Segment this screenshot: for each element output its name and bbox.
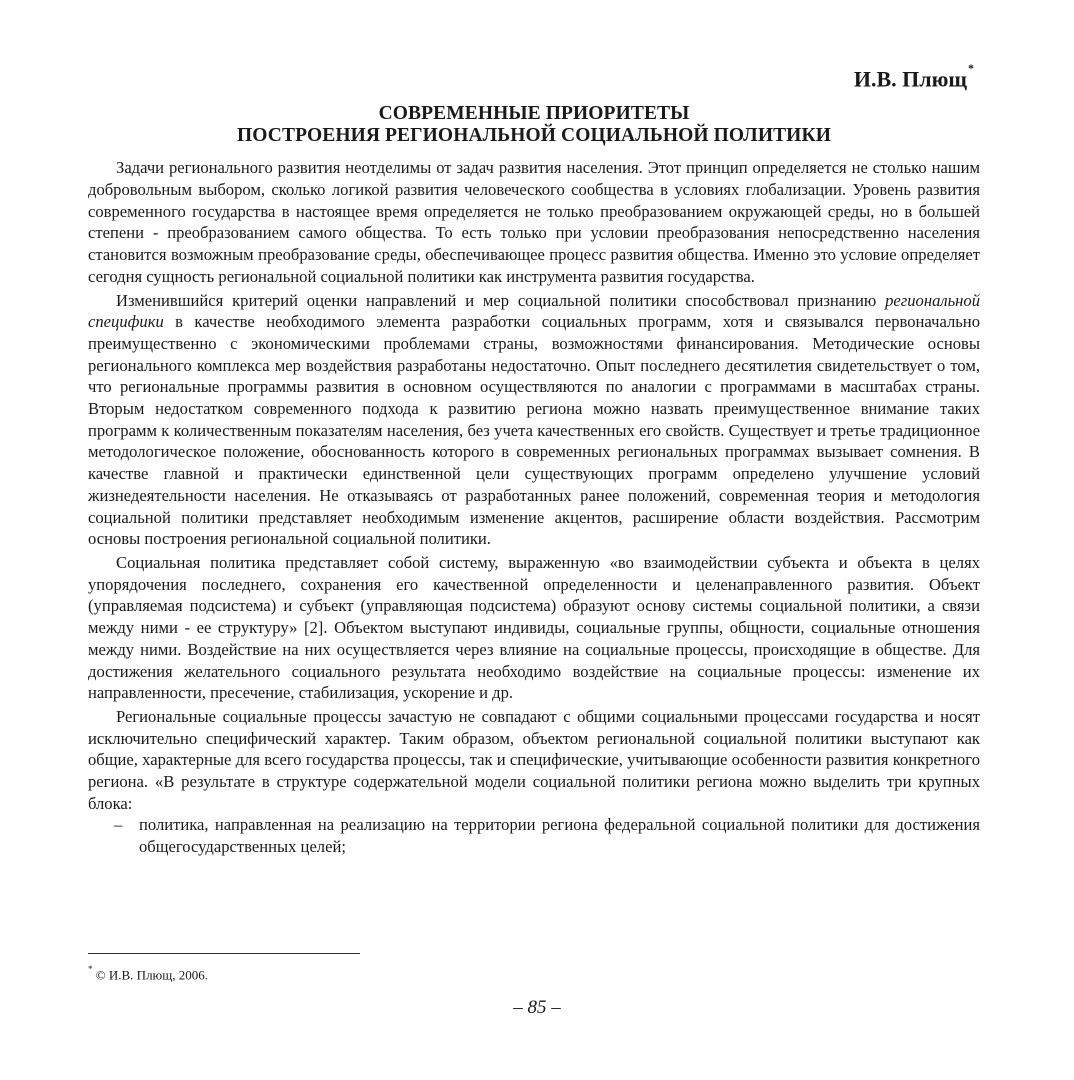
block-list (88, 814, 980, 857)
footnote-text: © И.В. Плющ, 2006. (95, 967, 209, 983)
author-footnote-mark: * (968, 61, 974, 75)
title-line-1: СОВРЕМЕННЫЕ ПРИОРИТЕТЫ (378, 103, 690, 125)
author-line (88, 60, 980, 93)
list-item (88, 814, 980, 857)
page-content (88, 60, 980, 858)
list-item-text: политика, направленная на реализацию на территории региона федеральной социальной политики для достижения общегосударственных целей; (139, 815, 980, 857)
page-number: – 85 – (513, 997, 561, 1018)
author-name: И.В. Плющ (853, 66, 967, 92)
paragraph-2-emphasis: региональной специфики (88, 290, 980, 332)
paragraph-2 (88, 290, 980, 550)
footnote (88, 963, 208, 983)
footnote-divider (88, 953, 360, 954)
paragraph-2-start: Изменившийся критерий оценки направлений и мер социальной политики способствовал признанию (116, 290, 886, 310)
paragraph-2-rest: в качестве необходимого элемента разработки социальных программ, хотя и связывался первоначально преимущественно с экономическими проблемами страны, возможностями финансирования. Методические основы регионального комплекса мер воздействия разработаны недостаточно. Опыт последнего десятилетия свидетельствует о том, что региональные программы развития в основном осуществляются по аналогии с программами в масштабах страны. Вторым недостатком современного подхода к развитию региона можно назвать преимущественное внимание таких программ к количественным показателям населения, без учета качественных его свойств. Существует и третье традиционное методологическое положение, обоснованность которого в современных региональных программах вызывает сомнения. В качестве главной и практически единственной цели существующих программ определено улучшение условий жизнедеятельности населения. Не отказываясь от разработанных ранее положений, современная теория и методология социальной политики представляет необходимым изменение акцентов, расширение области воздействия. Рассмотрим основы построения региональной социальной политики. (88, 312, 980, 549)
footnote-mark: * (88, 964, 93, 974)
title-line-2: ПОСТРОЕНИЯ РЕГИОНАЛЬНОЙ СОЦИАЛЬНОЙ ПОЛИТИКИ (237, 125, 831, 147)
list-dash: – (114, 815, 123, 835)
paragraph-1: Задачи регионального развития неотделимы от задач развития населения. Этот принцип определяется не столько нашим добровольным выбором, сколько логикой развития человеческого сообщества в условиях глобализации. Уровень развития современного государства в настоящее время определяется не только преобразованием окружающей среды, но в большей степени - преобразованием самого общества. То есть только при условии преобразования непосредственно населения становится возможным преобразование среды, обеспечивающее процесс развития общества. Именно это условие определяет сегодня сущность региональной социальной политики как инструмента развития государства. (88, 158, 980, 286)
paragraph-4: Региональные социальные процессы зачастую не совпадают с общими социальными процессами государства и носят исключительно специфический характер. Таким образом, объектом региональной социальной политики выступают как общие, характерные для всего государства процессы, так и специфические, учитывающие особенности развития конкретного региона. «В результате в структуре содержательной модели социальной политики региона можно выделить три крупных блока: (88, 706, 980, 813)
article-title (88, 103, 980, 147)
paragraph-3: Социальная политика представляет собой систему, выраженную «во взаимодействии субъекта и объекта в целях упорядочения последнего, сохранения его качественной определенности и целенаправленного развития. Объект (управляемая подсистема) и субъект (управляющая подсистема) образуют основу системы социальной политики, а связи между ними - ее структуру» [2]. Объектом выступают индивиды, социальные группы, общности, социальные отношения между ними. Воздействие на них осуществляется через влияние на социальные процессы, происходящие в обществе. Для достижения желательного социального результата необходимо воздействие на социальные процессы: изменение их направленности, пресечение, стабилизация, ускорение и др. (88, 552, 980, 703)
